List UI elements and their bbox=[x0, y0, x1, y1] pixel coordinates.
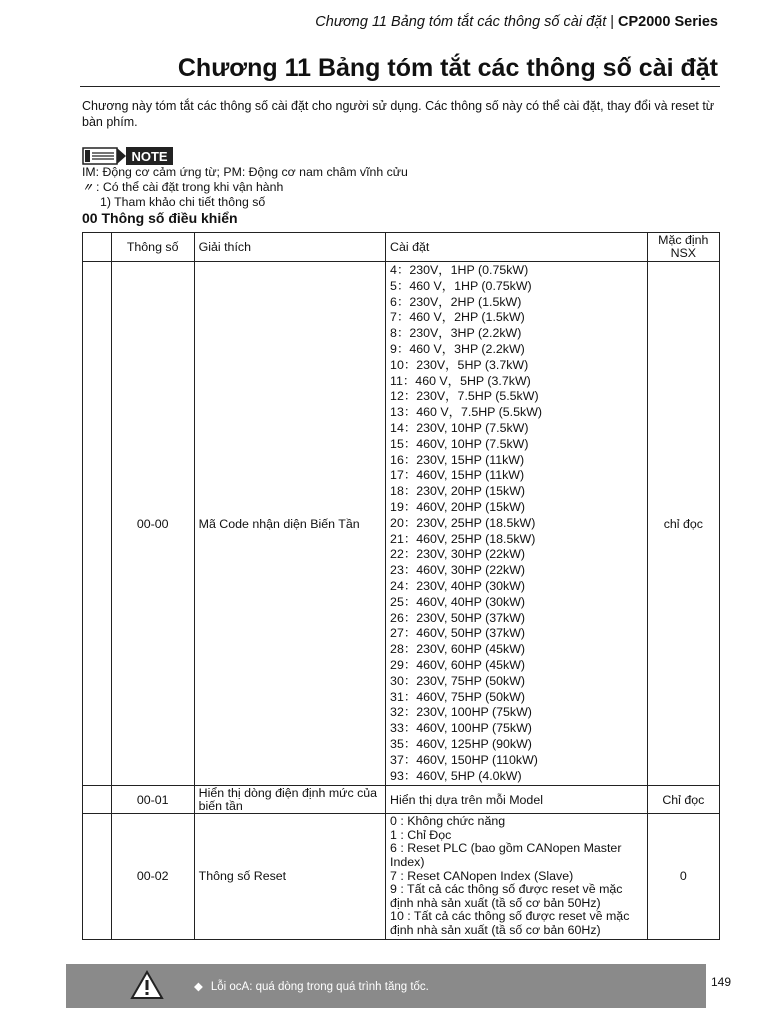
setting-option: 1 : Chỉ Đọc bbox=[390, 827, 452, 842]
setting-option: 7：460 V，2HP (1.5kW) bbox=[390, 310, 525, 325]
warning-triangle-icon bbox=[130, 970, 164, 1000]
setting-option: 14：230V, 10HP (7.5kW) bbox=[390, 420, 529, 435]
setting-option: 26：230V, 50HP (37kW) bbox=[390, 610, 526, 625]
svg-text:NOTE: NOTE bbox=[131, 149, 168, 164]
setting-option: 6 : Reset PLC (bao gồm CANopen Master Index) bbox=[390, 841, 622, 870]
param-settings bbox=[386, 262, 648, 786]
setting-option: 5：460 V，1HP (0.75kW) bbox=[390, 278, 532, 293]
note-line-2 bbox=[82, 180, 408, 196]
intro-paragraph: Chương này tóm tắt các thông số cài đặt cho người sử dụng. Các thông số này có thể cài đặt, thay đổi và reset từ bàn phím. bbox=[82, 99, 715, 129]
setting-option: 24：230V, 40HP (30kW) bbox=[390, 578, 526, 593]
table-header-row bbox=[83, 233, 720, 262]
setting-option: 27：460V, 50HP (37kW) bbox=[390, 626, 526, 641]
header-cell-desc: Giải thích bbox=[194, 233, 385, 262]
param-desc: Thông số Reset bbox=[194, 814, 385, 939]
header-cell-blank bbox=[83, 233, 112, 262]
setting-option: 25：460V, 40HP (30kW) bbox=[390, 594, 526, 609]
note-pen-icon bbox=[82, 146, 174, 166]
section-title: 00 Thông số điều khiển bbox=[82, 210, 238, 226]
setting-option: 32：230V, 100HP (75kW) bbox=[390, 705, 532, 720]
setting-option: 12：230V，7.5HP (5.5kW) bbox=[390, 389, 539, 404]
param-settings: Hiển thị dựa trên mỗi Model bbox=[386, 786, 648, 814]
note-lines bbox=[82, 165, 408, 210]
setting-option: 22：230V, 30HP (22kW) bbox=[390, 547, 526, 562]
note-line-3: 1) Tham khảo chi tiết thông số bbox=[100, 195, 266, 209]
param-desc: Mã Code nhận diện Biến Tần bbox=[194, 262, 385, 786]
setting-option: 9 : Tất cả các thông số được reset về mặc định nhà sản xuất (tầ số cơ bản 50Hz) bbox=[390, 882, 623, 910]
param-desc: Hiển thị dòng điện định mức của biến tần bbox=[194, 786, 385, 814]
setting-option: 21：460V, 25HP (18.5kW) bbox=[390, 531, 536, 546]
setting-option: 19：460V, 20HP (15kW) bbox=[390, 499, 526, 514]
setting-option: 37：460V, 150HP (110kW) bbox=[390, 752, 538, 767]
setting-option: 16：230V, 15HP (11kW) bbox=[390, 452, 525, 467]
setting-option: 18：230V, 20HP (15kW) bbox=[390, 484, 526, 499]
setting-option: 4：230V，1HP (0.75kW) bbox=[390, 263, 529, 277]
setting-option: 35：460V, 125HP (90kW) bbox=[390, 736, 532, 751]
setting-option: 7 : Reset CANopen Index (Slave) bbox=[390, 868, 574, 883]
footer-text: Lỗi ocA: quá dòng trong quá trình tăng tốc. bbox=[210, 981, 429, 993]
param-settings bbox=[386, 814, 648, 939]
setting-option: 9：460 V，3HP (2.2kW) bbox=[390, 341, 525, 356]
setting-option: 30：230V, 75HP (50kW) bbox=[390, 673, 526, 688]
header-chapter: Chương 11 Bảng tóm tắt các thông số cài đặt bbox=[315, 14, 607, 30]
setting-option: 13：460 V，7.5HP (5.5kW) bbox=[390, 405, 543, 420]
setting-option: 11：460 V，5HP (3.7kW) bbox=[390, 373, 531, 388]
setting-option: 15：460V, 10HP (7.5kW) bbox=[390, 436, 529, 451]
table-row bbox=[83, 814, 720, 939]
note-badge bbox=[82, 146, 174, 166]
note-line-1: IM: Động cơ cảm ứng từ; PM: Động cơ nam châm vĩnh cửu bbox=[82, 165, 408, 179]
param-default: Chỉ đọc bbox=[647, 786, 719, 814]
row-marker-cell bbox=[83, 262, 112, 786]
setting-option: 0 : Không chức năng bbox=[390, 814, 506, 829]
header-cell-default: Mặc định NSX bbox=[647, 233, 719, 262]
header-series: CP2000 Series bbox=[618, 14, 718, 30]
setting-option: 8：230V，3HP (2.2kW) bbox=[390, 326, 522, 341]
header-separator: | bbox=[610, 14, 615, 30]
setting-option: 10：230V，5HP (3.7kW) bbox=[390, 357, 529, 372]
row-marker-cell bbox=[83, 786, 112, 814]
setting-option: 10 : Tất cả các thông số được reset về mặc định nhà sản xuất (tầ số cơ bản 60Hz) bbox=[390, 909, 630, 938]
header-cell-setting: Cài đặt bbox=[386, 233, 648, 262]
setting-option: 93：460V, 5HP (4.0kW) bbox=[390, 768, 522, 783]
page-number: 149 bbox=[711, 975, 732, 989]
footer-bullet: ◆ bbox=[194, 981, 203, 993]
param-default: 0 bbox=[647, 814, 719, 939]
header-cell-param: Thông số bbox=[111, 233, 194, 262]
running-header bbox=[315, 14, 718, 30]
page-title: Chương 11 Bảng tóm tắt các thông số cài đặt bbox=[177, 54, 718, 82]
setting-option: 31：460V, 75HP (50kW) bbox=[390, 689, 526, 704]
setting-option: 28：230V, 60HP (45kW) bbox=[390, 642, 526, 657]
footer-bar bbox=[66, 964, 706, 1008]
param-code: 00-00 bbox=[111, 262, 194, 786]
table-row bbox=[83, 262, 720, 786]
title-rule bbox=[80, 86, 720, 87]
setting-option: 33：460V, 100HP (75kW) bbox=[390, 721, 532, 736]
setting-option: 6：230V，2HP (1.5kW) bbox=[390, 294, 522, 309]
setting-option: 23：460V, 30HP (22kW) bbox=[390, 563, 526, 578]
parameter-table bbox=[82, 232, 720, 940]
table-row bbox=[83, 786, 720, 814]
note-line-2-text: : Có thể cài đặt trong khi vận hành bbox=[96, 179, 284, 194]
param-default: chỉ đọc bbox=[647, 262, 719, 786]
param-code: 00-02 bbox=[111, 814, 194, 939]
setting-option: 17：460V, 15HP (11kW) bbox=[390, 468, 525, 483]
edit-while-running-icon: 〃 bbox=[82, 181, 93, 194]
row-marker-cell bbox=[83, 814, 112, 939]
setting-option: 29：460V, 60HP (45kW) bbox=[390, 657, 526, 672]
footer-warning-text bbox=[194, 979, 429, 993]
param-code: 00-01 bbox=[111, 786, 194, 814]
setting-option: 20：230V, 25HP (18.5kW) bbox=[390, 515, 536, 530]
